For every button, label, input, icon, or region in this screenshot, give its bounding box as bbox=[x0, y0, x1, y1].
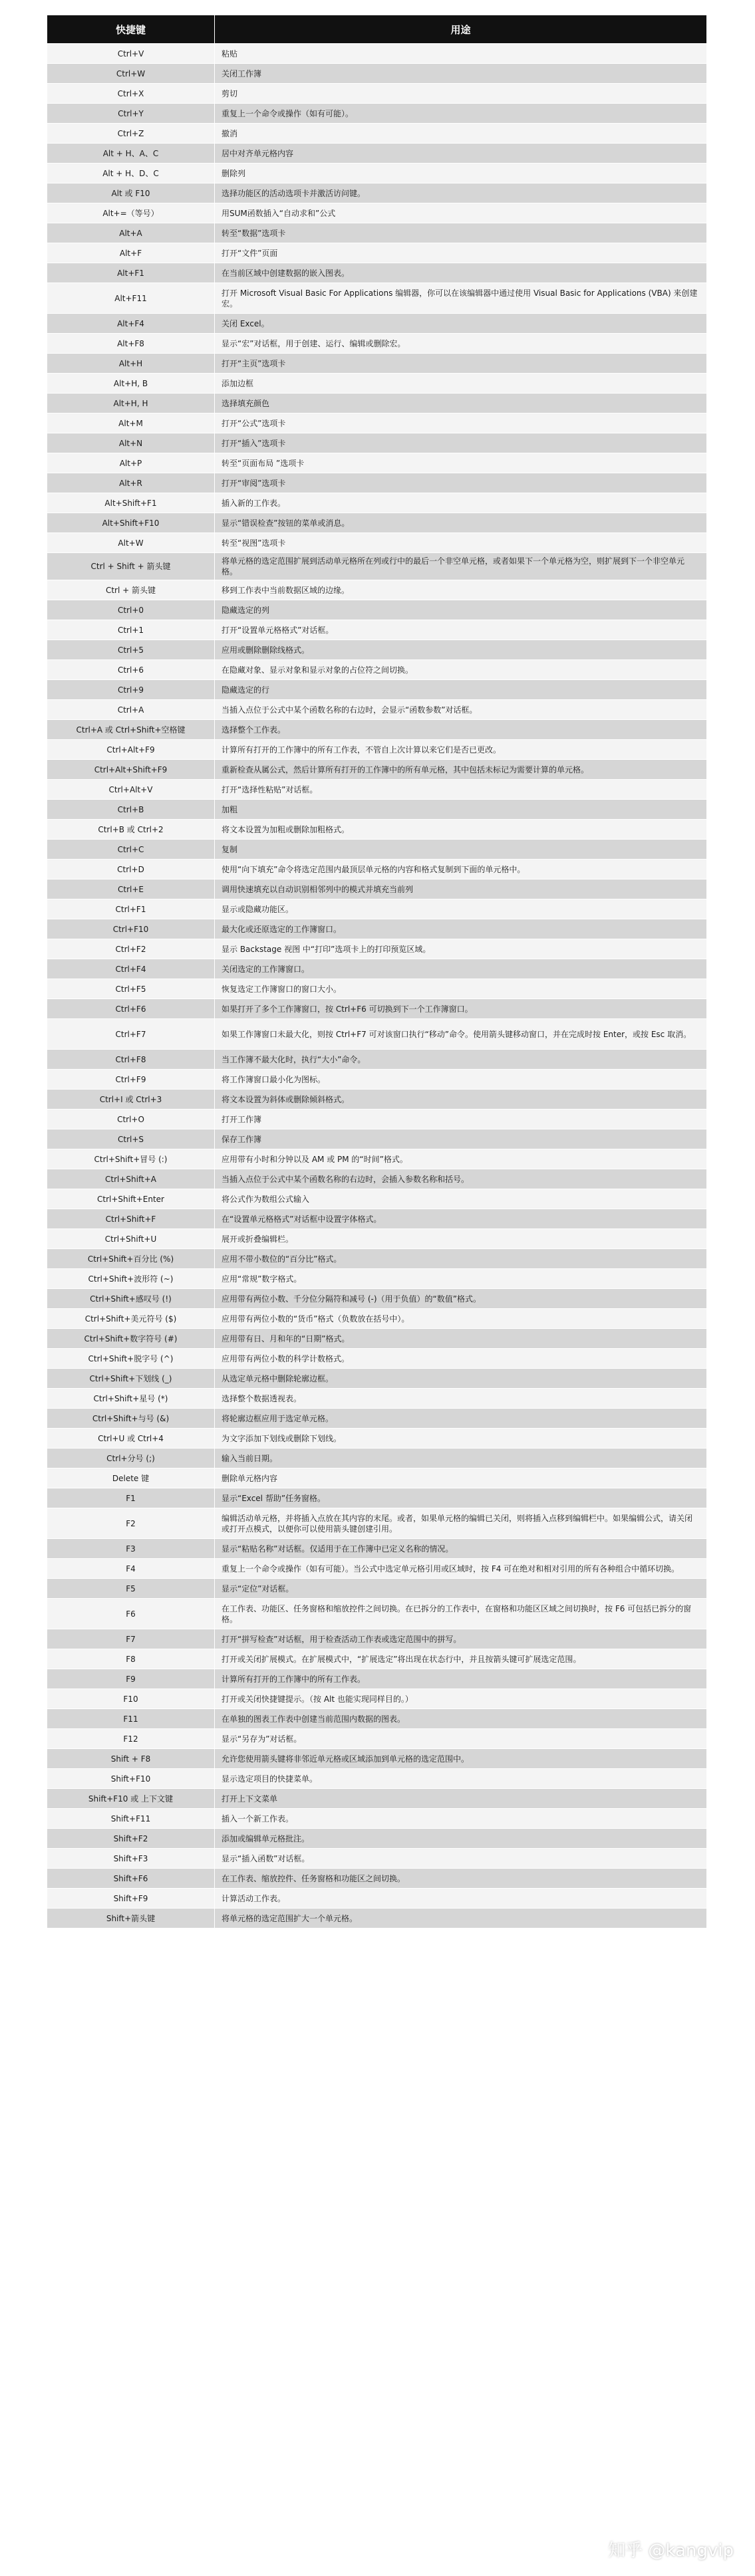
table-row bbox=[47, 473, 707, 493]
table-row bbox=[47, 263, 707, 283]
table-row bbox=[47, 1369, 707, 1389]
shortcut-key-cell: Shift+F9 bbox=[47, 1889, 215, 1909]
shortcut-key-cell: Ctrl+Alt+Shift+F9 bbox=[47, 760, 215, 780]
table-row bbox=[47, 760, 707, 780]
shortcut-key-cell: Ctrl+Shift+脱字号 (^) bbox=[47, 1349, 215, 1369]
shortcut-use-cell: 输入当前日期。 bbox=[215, 1449, 707, 1468]
table-row bbox=[47, 1149, 707, 1169]
header-key: 快捷键 bbox=[47, 15, 215, 44]
zhihu-watermark: 知乎 @kangvip bbox=[608, 2541, 734, 2561]
table-row bbox=[47, 1809, 707, 1829]
shortcut-key-cell: Ctrl+Shift+U bbox=[47, 1229, 215, 1249]
shortcut-key-cell: Shift + F8 bbox=[47, 1749, 215, 1769]
shortcut-key-cell: Alt+W bbox=[47, 533, 215, 553]
table-row bbox=[47, 1539, 707, 1559]
shortcut-use-cell: 显示或隐藏功能区。 bbox=[215, 899, 707, 919]
shortcut-key-cell: Ctrl+Alt+V bbox=[47, 780, 215, 800]
shortcut-key-cell: Alt + H、A、C bbox=[47, 144, 215, 164]
shortcut-use-cell: 重新检查从属公式，然后计算所有打开的工作簿中的所有单元格，其中包括未标记为需要计算的单元格。 bbox=[215, 760, 707, 780]
table-row bbox=[47, 1709, 707, 1729]
shortcut-key-cell: Ctrl+F2 bbox=[47, 939, 215, 959]
shortcut-key-cell: Ctrl+I 或 Ctrl+3 bbox=[47, 1090, 215, 1110]
table-row bbox=[47, 1849, 707, 1869]
table-row bbox=[47, 354, 707, 374]
shortcut-use-cell: 显示“Excel 帮助”任务窗格。 bbox=[215, 1488, 707, 1508]
shortcut-key-cell: Alt+R bbox=[47, 473, 215, 493]
shortcut-use-cell: 计算所有打开的工作簿中的所有工作表，不管自上次计算以来它们是否已更改。 bbox=[215, 740, 707, 760]
table-row bbox=[47, 919, 707, 939]
shortcut-use-cell: 应用“常规”数字格式。 bbox=[215, 1269, 707, 1289]
shortcut-key-cell: Delete 键 bbox=[47, 1468, 215, 1488]
shortcut-key-cell: Ctrl+O bbox=[47, 1110, 215, 1129]
table-row bbox=[47, 1909, 707, 1929]
shortcut-use-cell: 应用带有两位小数的科学计数格式。 bbox=[215, 1349, 707, 1369]
table-row bbox=[47, 1389, 707, 1409]
shortcut-use-cell: 撤消 bbox=[215, 124, 707, 144]
table-row bbox=[47, 1269, 707, 1289]
shortcut-key-cell: Shift+F10 或 上下文键 bbox=[47, 1789, 215, 1809]
shortcut-key-cell: F11 bbox=[47, 1709, 215, 1729]
shortcut-key-cell: Ctrl+Y bbox=[47, 104, 215, 124]
shortcut-use-cell: 显示“粘贴名称”对话框。仅适用于在工作簿中已定义名称的情况。 bbox=[215, 1539, 707, 1559]
table-row bbox=[47, 1729, 707, 1749]
table-row bbox=[47, 959, 707, 979]
shortcut-use-cell: 最大化或还原选定的工作簿窗口。 bbox=[215, 919, 707, 939]
shortcut-use-cell: 显示“错误检查”按钮的菜单或消息。 bbox=[215, 513, 707, 533]
shortcut-use-cell: 移到工作表中当前数据区域的边缘。 bbox=[215, 580, 707, 600]
shortcut-key-cell: Ctrl+9 bbox=[47, 680, 215, 700]
shortcut-use-cell: 隐藏选定的列 bbox=[215, 600, 707, 620]
table-row bbox=[47, 1468, 707, 1488]
header-use: 用途 bbox=[215, 15, 707, 44]
table-row bbox=[47, 680, 707, 700]
table-row bbox=[47, 840, 707, 860]
table-row bbox=[47, 1869, 707, 1889]
table-row bbox=[47, 1229, 707, 1249]
shortcut-key-cell: F7 bbox=[47, 1629, 215, 1649]
table-row bbox=[47, 513, 707, 533]
shortcut-key-cell: Ctrl+C bbox=[47, 840, 215, 860]
shortcut-use-cell: 打开“公式”选项卡 bbox=[215, 413, 707, 433]
shortcut-key-cell: F2 bbox=[47, 1508, 215, 1539]
shortcut-key-cell: F5 bbox=[47, 1579, 215, 1599]
shortcut-use-cell: 使用“向下填充”命令将选定范围内最顶层单元格的内容和格式复制到下面的单元格中。 bbox=[215, 860, 707, 879]
table-row bbox=[47, 1669, 707, 1689]
table-row bbox=[47, 1090, 707, 1110]
shortcut-key-cell: Ctrl+0 bbox=[47, 600, 215, 620]
table-row bbox=[47, 453, 707, 473]
table-row bbox=[47, 979, 707, 999]
shortcut-use-cell: 转至“视图”选项卡 bbox=[215, 533, 707, 553]
table-row bbox=[47, 860, 707, 879]
shortcut-use-cell: 应用带有小时和分钟以及 AM 或 PM 的“时间”格式。 bbox=[215, 1149, 707, 1169]
table-row bbox=[47, 1429, 707, 1449]
shortcut-use-cell: 打开“插入”选项卡 bbox=[215, 433, 707, 453]
shortcut-key-cell: Ctrl+Shift+与号 (&) bbox=[47, 1409, 215, 1429]
shortcut-key-cell: Ctrl+Shift+美元符号 ($) bbox=[47, 1309, 215, 1329]
shortcut-key-cell: Alt+Shift+F10 bbox=[47, 513, 215, 533]
table-row bbox=[47, 640, 707, 660]
shortcut-key-cell: Ctrl+Shift+A bbox=[47, 1169, 215, 1189]
shortcut-use-cell: 删除单元格内容 bbox=[215, 1468, 707, 1488]
table-row bbox=[47, 553, 707, 580]
shortcut-key-cell: Ctrl+S bbox=[47, 1129, 215, 1149]
shortcut-key-cell: Ctrl+Shift+冒号 (:) bbox=[47, 1149, 215, 1169]
shortcut-use-cell: 选择填充颜色 bbox=[215, 394, 707, 413]
shortcut-key-cell: Ctrl+E bbox=[47, 879, 215, 899]
table-row bbox=[47, 1769, 707, 1789]
shortcut-use-cell: 加粗 bbox=[215, 800, 707, 820]
shortcut-key-cell: Ctrl+5 bbox=[47, 640, 215, 660]
shortcut-use-cell: 添加或编辑单元格批注。 bbox=[215, 1829, 707, 1849]
shortcut-key-cell: F12 bbox=[47, 1729, 215, 1749]
shortcut-use-cell: 当工作簿不最大化时，执行“大小”命令。 bbox=[215, 1050, 707, 1070]
shortcut-key-cell: Ctrl+F7 bbox=[47, 1019, 215, 1050]
shortcut-key-cell: Ctrl+B 或 Ctrl+2 bbox=[47, 820, 215, 840]
table-row bbox=[47, 533, 707, 553]
shortcut-key-cell: Alt+F8 bbox=[47, 334, 215, 354]
shortcut-use-cell: 在隐藏对象、显示对象和显示对象的占位符之间切换。 bbox=[215, 660, 707, 680]
shortcut-use-cell: 打开上下文菜单 bbox=[215, 1789, 707, 1809]
shortcut-key-cell: Ctrl+F5 bbox=[47, 979, 215, 999]
shortcut-key-cell: Alt+P bbox=[47, 453, 215, 473]
shortcut-key-cell: Alt + H、D、C bbox=[47, 164, 215, 183]
table-header-row bbox=[47, 15, 707, 44]
shortcut-use-cell: 在当前区域中创建数据的嵌入图表。 bbox=[215, 263, 707, 283]
shortcut-use-cell: 在工作表、功能区、任务窗格和缩放控件之间切换。在已拆分的工作表中，在窗格和功能区区域之间切换时，按 F6 可包括已拆分的窗格。 bbox=[215, 1599, 707, 1629]
shortcut-key-cell: Ctrl+F8 bbox=[47, 1050, 215, 1070]
shortcut-key-cell: Ctrl + 箭头键 bbox=[47, 580, 215, 600]
table-row bbox=[47, 740, 707, 760]
table-row bbox=[47, 1599, 707, 1629]
shortcut-key-cell: Alt+H, B bbox=[47, 374, 215, 394]
shortcut-table bbox=[47, 15, 707, 1929]
table-row bbox=[47, 1829, 707, 1849]
shortcut-use-cell: 当插入点位于公式中某个函数名称的右边时，会插入参数名称和括号。 bbox=[215, 1169, 707, 1189]
shortcut-use-cell: 应用或删除删除线格式。 bbox=[215, 640, 707, 660]
table-row bbox=[47, 433, 707, 453]
shortcut-key-cell: F10 bbox=[47, 1689, 215, 1709]
shortcut-use-cell: 恢复选定工作簿窗口的窗口大小。 bbox=[215, 979, 707, 999]
table-body bbox=[47, 44, 707, 1929]
shortcut-use-cell: 显示 Backstage 视图 中“打印”选项卡上的打印预览区域。 bbox=[215, 939, 707, 959]
shortcut-use-cell: 打开或关闭扩展模式。在扩展模式中，“扩展选定”将出现在状态行中，并且按箭头键可扩展选定范围。 bbox=[215, 1649, 707, 1669]
table-row bbox=[47, 1019, 707, 1050]
shortcut-key-cell: Alt+M bbox=[47, 413, 215, 433]
shortcut-use-cell: 计算所有打开的工作簿中的所有工作表。 bbox=[215, 1669, 707, 1689]
shortcut-use-cell: 关闭 Excel。 bbox=[215, 314, 707, 334]
table-row bbox=[47, 1508, 707, 1539]
shortcut-use-cell: 调用快速填充以自动识别相邻列中的模式并填充当前列 bbox=[215, 879, 707, 899]
shortcut-key-cell: Ctrl+Shift+感叹号 (!) bbox=[47, 1289, 215, 1309]
table-row bbox=[47, 124, 707, 144]
table-row bbox=[47, 1889, 707, 1909]
shortcut-key-cell: Alt+N bbox=[47, 433, 215, 453]
shortcut-key-cell: Ctrl+A bbox=[47, 700, 215, 720]
shortcut-use-cell: 重复上一个命令或操作（如有可能）。 bbox=[215, 104, 707, 124]
table-row bbox=[47, 899, 707, 919]
table-row bbox=[47, 1169, 707, 1189]
table-row bbox=[47, 1110, 707, 1129]
shortcut-key-cell: F1 bbox=[47, 1488, 215, 1508]
shortcut-use-cell: 打开“审阅”选项卡 bbox=[215, 473, 707, 493]
shortcut-key-cell: Alt+=（等号） bbox=[47, 203, 215, 223]
shortcut-use-cell: 打开“选择性粘贴”对话框。 bbox=[215, 780, 707, 800]
shortcut-key-cell: Alt+F11 bbox=[47, 283, 215, 314]
table-row bbox=[47, 1488, 707, 1508]
shortcut-use-cell: 将轮廓边框应用于选定单元格。 bbox=[215, 1409, 707, 1429]
shortcut-use-cell: 隐藏选定的行 bbox=[215, 680, 707, 700]
shortcut-use-cell: 关闭工作簿 bbox=[215, 64, 707, 84]
shortcut-key-cell: Ctrl+1 bbox=[47, 620, 215, 640]
shortcut-use-cell: 显示选定项目的快捷菜单。 bbox=[215, 1769, 707, 1789]
shortcut-key-cell: Ctrl+Shift+F bbox=[47, 1209, 215, 1229]
shortcut-use-cell: 选择功能区的活动选项卡并激活访问键。 bbox=[215, 183, 707, 203]
shortcut-use-cell: 展开或折叠编辑栏。 bbox=[215, 1229, 707, 1249]
shortcut-use-cell: 将文本设置为加粗或删除加粗格式。 bbox=[215, 820, 707, 840]
table-row bbox=[47, 243, 707, 263]
shortcut-use-cell: 插入一个新工作表。 bbox=[215, 1809, 707, 1829]
shortcut-use-cell: 如果工作簿窗口未最大化，则按 Ctrl+F7 可对该窗口执行“移动”命令。使用箭头键移动窗口，并在完成时按 Enter，或按 Esc 取消。 bbox=[215, 1019, 707, 1050]
shortcut-key-cell: Ctrl+6 bbox=[47, 660, 215, 680]
shortcut-use-cell: 在“设置单元格格式”对话框中设置字体格式。 bbox=[215, 1209, 707, 1229]
shortcut-key-cell: Alt+H, H bbox=[47, 394, 215, 413]
shortcut-use-cell: 复制 bbox=[215, 840, 707, 860]
shortcut-key-cell: Alt+F4 bbox=[47, 314, 215, 334]
shortcut-use-cell: 剪切 bbox=[215, 84, 707, 104]
shortcut-use-cell: 在工作表、缩放控件、任务窗格和功能区之间切换。 bbox=[215, 1869, 707, 1889]
table-row bbox=[47, 1209, 707, 1229]
table-row bbox=[47, 314, 707, 334]
shortcut-use-cell: 显示“定位”对话框。 bbox=[215, 1579, 707, 1599]
table-row bbox=[47, 44, 707, 64]
shortcut-use-cell: 计算活动工作表。 bbox=[215, 1889, 707, 1909]
shortcut-use-cell: 将文本设置为斜体或删除倾斜格式。 bbox=[215, 1090, 707, 1110]
shortcut-key-cell: Alt+F1 bbox=[47, 263, 215, 283]
table-row bbox=[47, 283, 707, 314]
shortcut-use-cell: 保存工作簿 bbox=[215, 1129, 707, 1149]
table-row bbox=[47, 600, 707, 620]
shortcut-use-cell: 将公式作为数组公式输入 bbox=[215, 1189, 707, 1209]
shortcut-key-cell: Ctrl+W bbox=[47, 64, 215, 84]
shortcut-key-cell: Ctrl+F4 bbox=[47, 959, 215, 979]
table-row bbox=[47, 1649, 707, 1669]
shortcut-use-cell: 打开工作簿 bbox=[215, 1110, 707, 1129]
shortcut-key-cell: Alt+A bbox=[47, 223, 215, 243]
shortcut-key-cell: Ctrl+B bbox=[47, 800, 215, 820]
shortcut-use-cell: 在单独的图表工作表中创建当前范围内数据的图表。 bbox=[215, 1709, 707, 1729]
table-row bbox=[47, 144, 707, 164]
table-row bbox=[47, 620, 707, 640]
table-row bbox=[47, 1189, 707, 1209]
table-row bbox=[47, 1449, 707, 1468]
table-row bbox=[47, 1409, 707, 1429]
shortcut-use-cell: 应用带有日、月和年的“日期”格式。 bbox=[215, 1329, 707, 1349]
shortcut-key-cell: Shift+箭头键 bbox=[47, 1909, 215, 1929]
shortcut-key-cell: Alt+H bbox=[47, 354, 215, 374]
shortcut-key-cell: Alt 或 F10 bbox=[47, 183, 215, 203]
shortcut-key-cell: F6 bbox=[47, 1599, 215, 1629]
shortcut-use-cell: 将单元格的选定范围扩大一个单元格。 bbox=[215, 1909, 707, 1929]
shortcut-use-cell: 转至“页面布局 ”选项卡 bbox=[215, 453, 707, 473]
shortcut-use-cell: 打开“主页”选项卡 bbox=[215, 354, 707, 374]
shortcut-use-cell: 选择整个工作表。 bbox=[215, 720, 707, 740]
table-row bbox=[47, 1559, 707, 1579]
shortcut-key-cell: Ctrl + Shift + 箭头键 bbox=[47, 553, 215, 580]
shortcut-key-cell: Alt+Shift+F1 bbox=[47, 493, 215, 513]
shortcut-use-cell: 选择整个数据透视表。 bbox=[215, 1389, 707, 1409]
shortcut-use-cell: 显示“宏”对话框，用于创建、运行、编辑或删除宏。 bbox=[215, 334, 707, 354]
table-row bbox=[47, 700, 707, 720]
table-row bbox=[47, 183, 707, 203]
shortcut-use-cell: 重复上一个命令或操作（如有可能）。当公式中选定单元格引用或区域时，按 F4 可在绝对和相对引用的所有各种组合中循环切换。 bbox=[215, 1559, 707, 1579]
shortcut-use-cell: 从选定单元格中删除轮廓边框。 bbox=[215, 1369, 707, 1389]
table-row bbox=[47, 1309, 707, 1329]
shortcut-key-cell: F4 bbox=[47, 1559, 215, 1579]
shortcut-key-cell: Ctrl+U 或 Ctrl+4 bbox=[47, 1429, 215, 1449]
table-row bbox=[47, 1349, 707, 1369]
shortcut-use-cell: 应用带有两位小数的“货币”格式（负数放在括号中）。 bbox=[215, 1309, 707, 1329]
shortcut-key-cell: Ctrl+Shift+星号 (*) bbox=[47, 1389, 215, 1409]
table-row bbox=[47, 1689, 707, 1709]
shortcut-key-cell: Ctrl+Shift+百分比 (%) bbox=[47, 1249, 215, 1269]
shortcut-key-cell: Shift+F11 bbox=[47, 1809, 215, 1829]
table-row bbox=[47, 1289, 707, 1309]
shortcut-key-cell: Ctrl+Shift+下划线 (_) bbox=[47, 1369, 215, 1389]
table-row bbox=[47, 800, 707, 820]
shortcut-use-cell: 为文字添加下划线或删除下划线。 bbox=[215, 1429, 707, 1449]
shortcut-use-cell: 打开或关闭快捷键提示。（按 Alt 也能实现同样目的。） bbox=[215, 1689, 707, 1709]
shortcut-key-cell: Alt+F bbox=[47, 243, 215, 263]
table-row bbox=[47, 164, 707, 183]
shortcut-key-cell: Ctrl+F10 bbox=[47, 919, 215, 939]
shortcut-key-cell: Ctrl+Z bbox=[47, 124, 215, 144]
table-row bbox=[47, 1249, 707, 1269]
table-row bbox=[47, 820, 707, 840]
table-row bbox=[47, 999, 707, 1019]
table-row bbox=[47, 223, 707, 243]
shortcut-key-cell: Ctrl+F1 bbox=[47, 899, 215, 919]
shortcut-key-cell: F8 bbox=[47, 1649, 215, 1669]
shortcut-use-cell: 转至“数据”选项卡 bbox=[215, 223, 707, 243]
shortcut-use-cell: 显示“插入函数”对话框。 bbox=[215, 1849, 707, 1869]
shortcut-use-cell: 用SUM函数插入“自动求和”公式 bbox=[215, 203, 707, 223]
shortcut-key-cell: Ctrl+Shift+Enter bbox=[47, 1189, 215, 1209]
shortcut-key-cell: Ctrl+V bbox=[47, 44, 215, 64]
shortcut-use-cell: 应用带有两位小数、千分位分隔符和减号 (-)（用于负值）的“数值”格式。 bbox=[215, 1289, 707, 1309]
table-row bbox=[47, 84, 707, 104]
shortcut-use-cell: 打开“设置单元格格式”对话框。 bbox=[215, 620, 707, 640]
table-row bbox=[47, 1329, 707, 1349]
shortcut-use-cell: 添加边框 bbox=[215, 374, 707, 394]
table-row bbox=[47, 1070, 707, 1090]
table-row bbox=[47, 1050, 707, 1070]
shortcut-key-cell: Shift+F6 bbox=[47, 1869, 215, 1889]
shortcut-key-cell: Ctrl+Alt+F9 bbox=[47, 740, 215, 760]
table-row bbox=[47, 413, 707, 433]
shortcut-use-cell: 编辑活动单元格，并将插入点放在其内容的末尾。或者，如果单元格的编辑已关闭，则将插入点移到编辑栏中。如果编辑公式，请关闭或打开点模式，以便你可以使用箭头键创建引用。 bbox=[215, 1508, 707, 1539]
shortcut-use-cell: 插入新的工作表。 bbox=[215, 493, 707, 513]
shortcut-key-cell: Ctrl+X bbox=[47, 84, 215, 104]
table-row bbox=[47, 720, 707, 740]
table-row bbox=[47, 1749, 707, 1769]
shortcut-key-cell: F9 bbox=[47, 1669, 215, 1689]
shortcut-use-cell: 将单元格的选定范围扩展到活动单元格所在列或行中的最后一个非空单元格，或者如果下一个单元格为空，则扩展到下一个非空单元格。 bbox=[215, 553, 707, 580]
table-row bbox=[47, 493, 707, 513]
shortcut-use-cell: 打开“文件”页面 bbox=[215, 243, 707, 263]
table-row bbox=[47, 1629, 707, 1649]
table-row bbox=[47, 1789, 707, 1809]
shortcut-use-cell: 打开 Microsoft Visual Basic For Applications 编辑器，你可以在该编辑器中通过使用 Visual Basic for Applications (VBA) 来创建宏。 bbox=[215, 283, 707, 314]
table-row bbox=[47, 64, 707, 84]
shortcut-key-cell: Ctrl+Shift+波形符 (~) bbox=[47, 1269, 215, 1289]
shortcut-use-cell: 应用不带小数位的“百分比”格式。 bbox=[215, 1249, 707, 1269]
shortcut-key-cell: Ctrl+F9 bbox=[47, 1070, 215, 1090]
table-row bbox=[47, 939, 707, 959]
shortcut-use-cell: 居中对齐单元格内容 bbox=[215, 144, 707, 164]
shortcut-key-cell: Shift+F2 bbox=[47, 1829, 215, 1849]
shortcut-use-cell: 删除列 bbox=[215, 164, 707, 183]
table-row bbox=[47, 374, 707, 394]
shortcut-use-cell: 当插入点位于公式中某个函数名称的右边时，会显示“函数参数”对话框。 bbox=[215, 700, 707, 720]
table-row bbox=[47, 580, 707, 600]
table-row bbox=[47, 394, 707, 413]
shortcut-key-cell: Ctrl+F6 bbox=[47, 999, 215, 1019]
table-row bbox=[47, 780, 707, 800]
shortcut-use-cell: 将工作簿窗口最小化为图标。 bbox=[215, 1070, 707, 1090]
shortcut-key-cell: Shift+F3 bbox=[47, 1849, 215, 1869]
shortcut-key-cell: Ctrl+Shift+数字符号 (#) bbox=[47, 1329, 215, 1349]
shortcut-key-cell: F3 bbox=[47, 1539, 215, 1559]
shortcut-use-cell: 显示“另存为”对话框。 bbox=[215, 1729, 707, 1749]
table-row bbox=[47, 1129, 707, 1149]
table-row bbox=[47, 1579, 707, 1599]
shortcut-use-cell: 打开“拼写检查”对话框，用于检查活动工作表或选定范围中的拼写。 bbox=[215, 1629, 707, 1649]
shortcut-key-cell: Shift+F10 bbox=[47, 1769, 215, 1789]
shortcut-use-cell: 允许您使用箭头键将非邻近单元格或区域添加到单元格的选定范围中。 bbox=[215, 1749, 707, 1769]
table-row bbox=[47, 203, 707, 223]
shortcut-use-cell: 如果打开了多个工作簿窗口，按 Ctrl+F6 可切换到下一个工作簿窗口。 bbox=[215, 999, 707, 1019]
table-row bbox=[47, 104, 707, 124]
shortcut-key-cell: Ctrl+分号 (;) bbox=[47, 1449, 215, 1468]
shortcut-use-cell: 粘贴 bbox=[215, 44, 707, 64]
shortcut-key-cell: Ctrl+A 或 Ctrl+Shift+空格键 bbox=[47, 720, 215, 740]
table-row bbox=[47, 660, 707, 680]
shortcut-use-cell: 关闭选定的工作簿窗口。 bbox=[215, 959, 707, 979]
shortcut-table-container bbox=[47, 15, 706, 1929]
shortcut-key-cell: Ctrl+D bbox=[47, 860, 215, 879]
table-row bbox=[47, 334, 707, 354]
table-row bbox=[47, 879, 707, 899]
